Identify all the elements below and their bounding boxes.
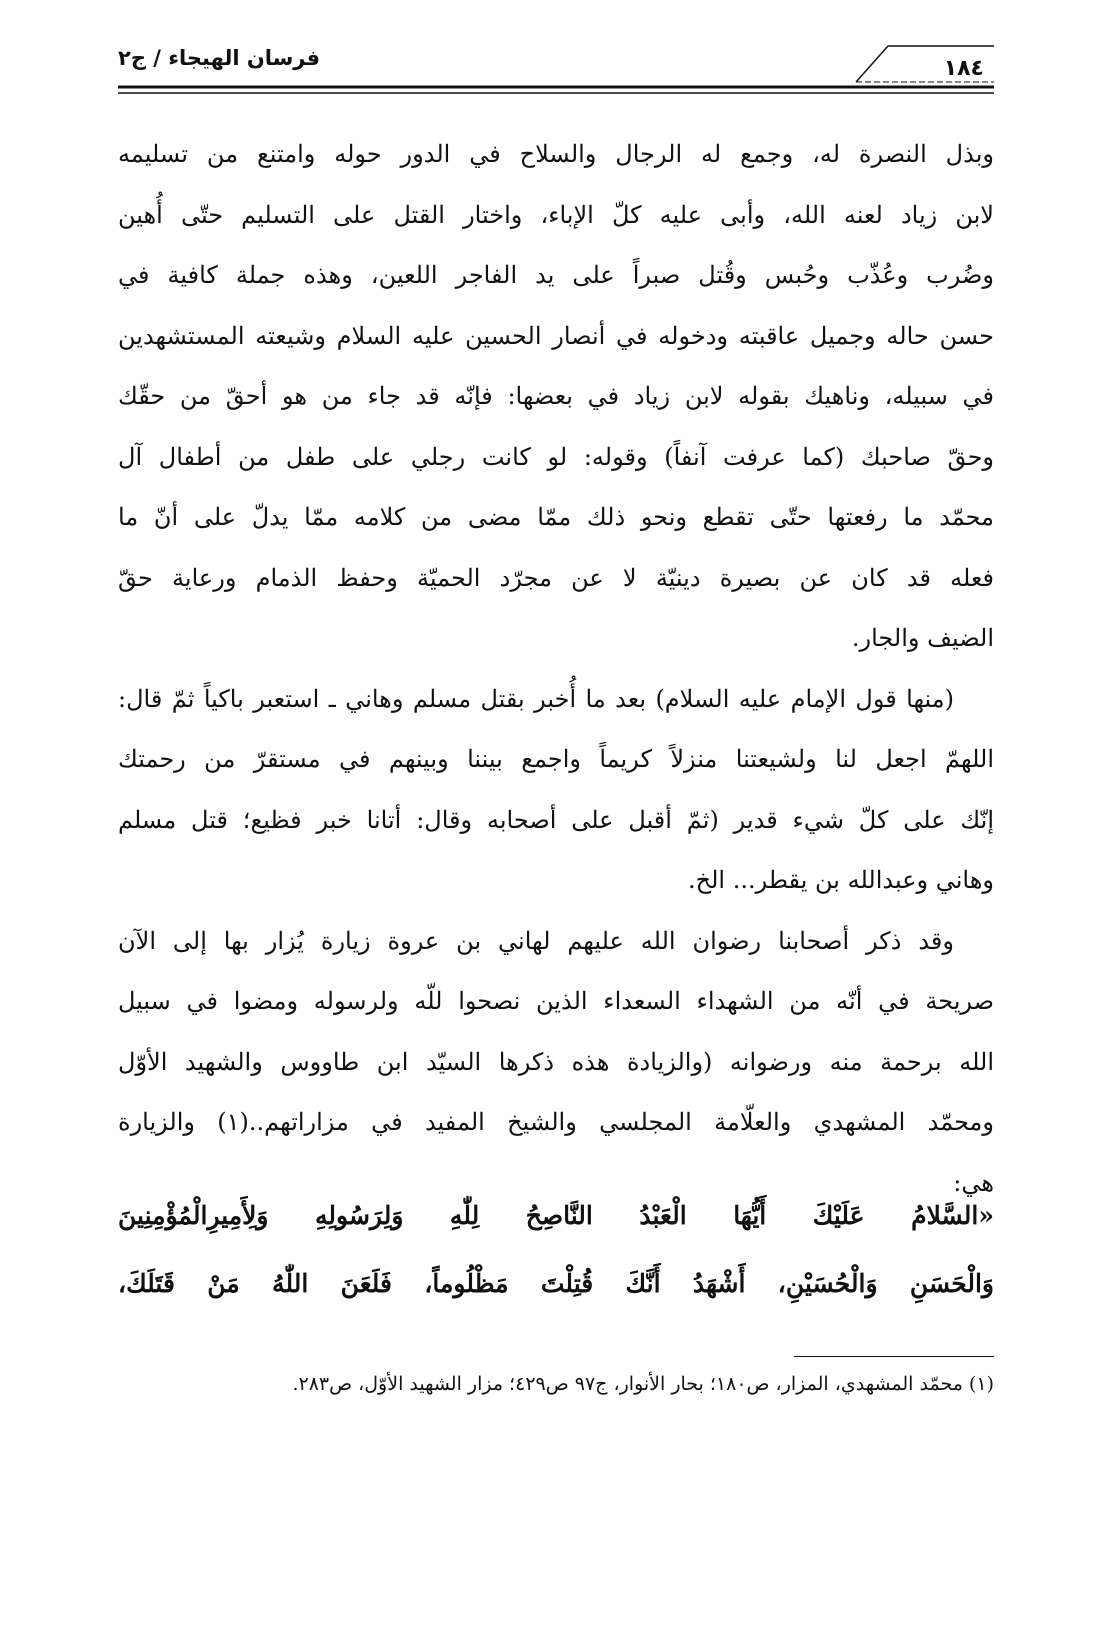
main-text <box>118 124 994 1213</box>
footnote-divider <box>794 1356 994 1357</box>
text-line: هي: <box>953 1168 994 1197</box>
text-line: وبذل النصرة له، وجمع له الرجال والسلاح في الدور حوله وامتنع من تسليمه <box>118 140 994 168</box>
text-line: لابن زياد لعنه الله، وأبى عليه كلّ الإباء، واختار القتل على التسليم حتّى أُهين <box>118 200 994 229</box>
page-header <box>118 38 994 98</box>
text-line: الضيف والجار. <box>851 624 994 652</box>
text-line: الله برحمة منه ورضوانه (والزيادة هذه ذكرها السيّد ابن طاووس والشهيد الأوّل <box>118 1047 994 1076</box>
text-line: فعله قد كان عن بصيرة دينيّة لا عن مجرّد الحميّة وحفظ الذمام ورعاية حقّ <box>118 563 994 592</box>
text-line: وقد ذكر أصحابنا رضوان الله عليهم لهاني بن عروة زيارة يُزار بها إلى الآن <box>118 926 954 955</box>
ziyara-line: وَالْحَسَنِ وَالْحُسَيْنِ، أَشْهَدُ أَنَّكَ قُتِلْتَ مَظْلُوماً، فَلَعَنَ اللّٰهُ مَنْ قَتَلَكَ، <box>118 1269 994 1298</box>
text-line: ومحمّد المشهدي والعلّامة المجلسي والشيخ المفيد في مزاراتهم..(١) والزيارة <box>118 1108 994 1136</box>
text-line: صريحة في أنّه من الشهداء السعداء الذين نصحوا للّه ولرسوله ومضوا في سبيل <box>118 987 994 1015</box>
text-line: في سبيله، وناهيك بقوله لابن زياد في بعضها: فإنّه قد جاء من هو أحقّ من حقّك <box>118 382 994 410</box>
page-number: ١٨٤ <box>943 56 984 81</box>
text-line: محمّد ما رفعتها حتّى تقطع ونحو ذلك ممّا مضى من كلامه ممّا يدلّ على أنّ ما <box>118 503 994 531</box>
running-title: فرسان الهيجاء / ج٢ <box>118 46 321 70</box>
footnote: (١) محمّد المشهدي، المزار، ص١٨٠؛ بحار الأنوار، ج٩٧ ص٤٢٩؛ مزار الشهيد الأوّل، ص٢٨٣. <box>292 1373 994 1395</box>
ziyara-line: «السَّلامُ عَلَيْكَ أَيُّهَا الْعَبْدُ النَّاصِحُ لِلّٰهِ وَلِرَسُولِهِ وَلِأَمِيرِالْمُؤْمِنِينَ <box>118 1201 994 1230</box>
text-line: وهاني وعبدالله بن يقطر... الخ. <box>688 866 994 894</box>
text-line: (منها قول الإمام عليه السلام) بعد ما أُخبر بقتل مسلم وهاني ـ استعبر باكياً ثمّ قال: <box>118 684 954 713</box>
ziyara-text <box>118 1182 994 1318</box>
text-line: حسن حاله وجميل عاقبته ودخوله في أنصار الحسين عليه السلام وشيعته المستشهدين <box>118 321 994 350</box>
text-line: إنّك على كلّ شيء قدير (ثمّ أقبل على أصحابه وقال: أتانا خبر فظيع؛ قتل مسلم <box>118 805 994 834</box>
text-line: وضُرب وعُذّب وحُبس وقُتل صبراً على يد الفاجر اللعين، وهذه جملة كافية في <box>118 261 994 289</box>
text-line: اللهمّ اجعل لنا ولشيعتنا منزلاً كريماً واجمع بيننا وبينهم في مستقرّ من رحمتك <box>118 745 994 773</box>
text-line: وحقّ صاحبك (كما عرفت آنفاً) وقوله: لو كانت رجلي على طفل من أطفال آل <box>118 442 994 471</box>
